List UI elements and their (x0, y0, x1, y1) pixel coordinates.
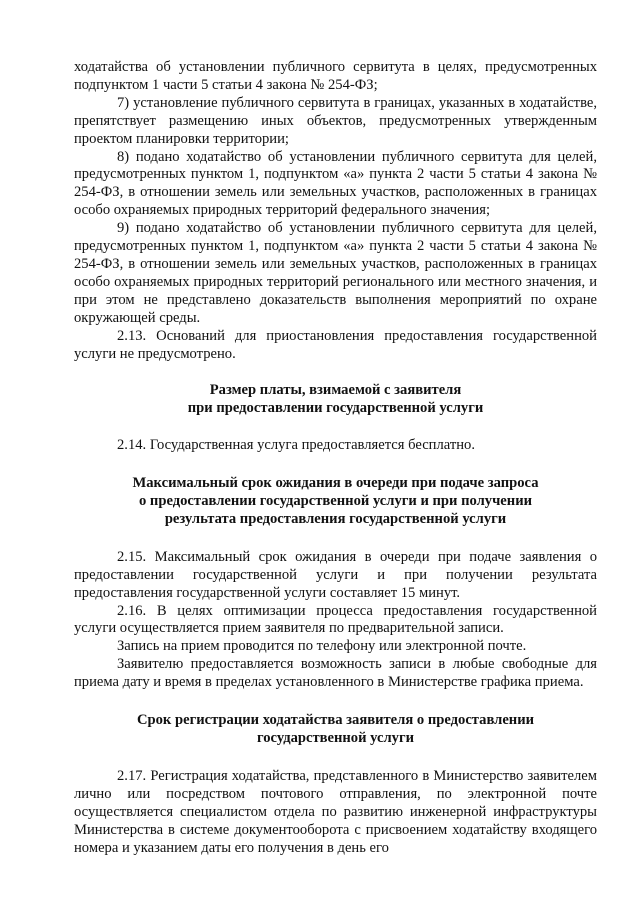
heading-line: Срок регистрации ходатайства заявителя о предоставлении (136, 712, 535, 729)
section-heading-queue (74, 475, 597, 529)
paragraph-6-continuation: ходатайства об установлении публичного сервитута в целях, предусмотренных подпунктом 1 части 5 статьи 4 закона № 254-ФЗ; (74, 59, 597, 93)
paragraph-2-15: 2.15. Максимальный срок ожидания в очереди при подаче заявления о предоставлении государственной услуги и при получении результата предоставления государственной услуги составляет 15 минут. (74, 548, 597, 601)
spacer (74, 363, 597, 382)
spacer (74, 748, 597, 768)
spacer (74, 418, 597, 437)
paragraph-2-16: 2.16. В целях оптимизации процесса предоставления государственной услуги осуществляется прием заявителя по предварительной записи. (74, 602, 597, 637)
paragraph-appointment-slots: Заявителю предоставляется возможность записи в любые свободные для приема дату и время в пределах установленного в Министерстве графика приема. (74, 656, 597, 691)
heading-line: результата предоставления государственной услуги (164, 510, 507, 527)
spacer (74, 529, 597, 549)
paragraph-item-7: 7) установление публичного сервитута в границах, указанных в ходатайстве, препятствует размещению иных объектов, предусмотренных утвержденным проектом планировки территории; (74, 94, 597, 147)
heading-line: о предоставлении государственной услуги и при получении (138, 493, 533, 510)
spacer (74, 455, 597, 475)
paragraph-appointment-method: Запись на прием проводится по телефону или электронной почте. (117, 638, 527, 655)
heading-line: Размер платы, взимаемой с заявителя (209, 382, 462, 399)
paragraph-2-17: 2.17. Регистрация ходатайства, представленного в Министерство заявителем лично или посредством почтового отправления, по электронной почте осуществляется специалистом отдела по развитию инженерной инфраструктуры Министерства в системе документооборота с присвоением ходатайству входящего номера и указанием даты его получения в день его (74, 767, 597, 856)
section-heading-registration (74, 712, 597, 748)
spacer (74, 692, 597, 712)
heading-line: при предоставлении государственной услуги (187, 400, 484, 417)
section-heading-fee (74, 382, 597, 418)
paragraph-item-9: 9) подано ходатайство об установлении публичного сервитута для целей, предусмотренных пунктом 1, подпунктом «а» пункта 2 части 5 статьи 4 закона № 254-ФЗ, в отношении земель или земельных участков, расположенных в границах особо охраняемых природных территорий регионального или местного значения, и при этом не представлено доказательств выполнения мероприятий по охране окружающей среды. (74, 220, 597, 326)
paragraph-item-8: 8) подано ходатайство об установлении публичного сервитута для целей, предусмотренных пунктом 1, подпунктом «а» пункта 2 части 5 статьи 4 закона № 254-ФЗ, в отношении земель или земельных участков, расположенных в границах особо охраняемых природных территорий федерального значения; (74, 148, 597, 219)
heading-line: государственной услуги (256, 730, 415, 746)
paragraph-2-14: 2.14. Государственная услуга предоставляется бесплатно. (117, 437, 476, 454)
paragraph-2-13: 2.13. Оснований для приостановления предоставления государственной услуги не предусмотрено. (74, 327, 597, 362)
heading-line: Максимальный срок ожидания в очереди при подаче запроса (132, 475, 539, 492)
